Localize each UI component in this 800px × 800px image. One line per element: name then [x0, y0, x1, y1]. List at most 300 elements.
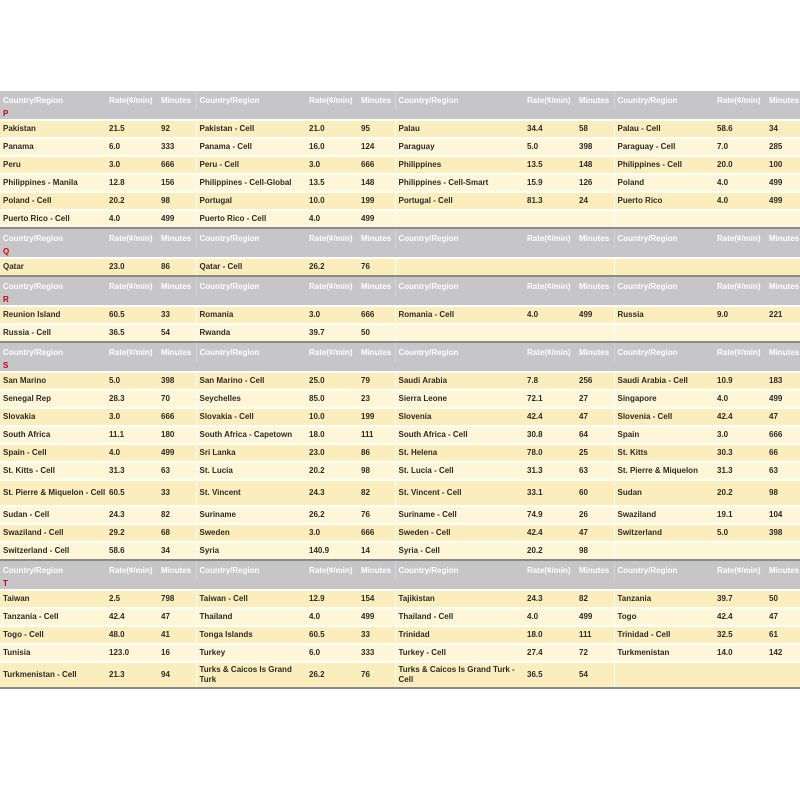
rate-cell: [524, 258, 576, 276]
table-row: [0, 444, 800, 462]
minutes-cell: 398: [576, 138, 614, 156]
rate-cell: 14.0: [714, 644, 766, 662]
section-p: [0, 91, 800, 229]
rate-cell: 20.2: [524, 542, 576, 560]
rate-cell: 58.6: [106, 542, 158, 560]
minutes-cell: 199: [358, 192, 395, 210]
col-country-header: Country/Region: [0, 229, 106, 248]
minutes-cell: 63: [158, 462, 196, 480]
country-cell: St. Kitts - Cell: [0, 462, 106, 480]
country-cell: Taiwan - Cell: [196, 590, 306, 608]
rate-cell: 4.0: [306, 210, 358, 228]
country-cell: Peru: [0, 156, 106, 174]
minutes-cell: 98: [766, 480, 800, 506]
minutes-cell: 34: [766, 120, 800, 138]
country-cell: St. Pierre & Miquelon: [614, 462, 714, 480]
minutes-cell: 34: [158, 542, 196, 560]
minutes-cell: 499: [158, 210, 196, 228]
column-header-row: [0, 277, 800, 296]
minutes-cell: 54: [158, 324, 196, 342]
country-cell: St. Pierre & Miquelon - Cell: [0, 480, 106, 506]
rate-cell: [714, 542, 766, 560]
minutes-cell: [766, 542, 800, 560]
col-minutes-header: Minutes: [766, 229, 800, 248]
col-minutes-header: Minutes: [358, 561, 395, 580]
rate-cell: 19.1: [714, 506, 766, 524]
rate-cell: 24.3: [106, 506, 158, 524]
col-rate-header: Rate(¢/min): [524, 229, 576, 248]
col-minutes-header: Minutes: [158, 229, 196, 248]
table-row: [0, 590, 800, 608]
rate-cell: 5.0: [714, 524, 766, 542]
section-letter: T: [0, 580, 800, 590]
country-cell: Philippines: [395, 156, 524, 174]
country-cell: Trinidad: [395, 626, 524, 644]
country-cell: Tonga Islands: [196, 626, 306, 644]
rate-cell: 85.0: [306, 390, 358, 408]
rate-cell: 24.3: [306, 480, 358, 506]
rate-cell: 18.0: [524, 626, 576, 644]
col-minutes-header: Minutes: [576, 561, 614, 580]
col-rate-header: Rate(¢/min): [524, 91, 576, 110]
country-cell: Philippines - Cell: [614, 156, 714, 174]
country-cell: Sudan: [614, 480, 714, 506]
country-cell: Spain: [614, 426, 714, 444]
col-country-header: Country/Region: [0, 343, 106, 362]
section-q: [0, 229, 800, 277]
rate-cell: 39.7: [306, 324, 358, 342]
rate-cell: 11.1: [106, 426, 158, 444]
rate-cell: 10.0: [306, 408, 358, 426]
minutes-cell: 70: [158, 390, 196, 408]
minutes-cell: 33: [158, 306, 196, 324]
minutes-cell: 98: [576, 542, 614, 560]
col-rate-header: Rate(¢/min): [306, 277, 358, 296]
table-row: [0, 524, 800, 542]
country-cell: [614, 662, 714, 688]
minutes-cell: 63: [766, 462, 800, 480]
country-cell: Syria: [196, 542, 306, 560]
col-country-header: Country/Region: [395, 229, 524, 248]
country-cell: St. Helena: [395, 444, 524, 462]
col-rate-header: Rate(¢/min): [524, 277, 576, 296]
rate-cell: 13.5: [306, 174, 358, 192]
country-cell: Puerto Rico: [614, 192, 714, 210]
minutes-cell: 499: [576, 306, 614, 324]
minutes-cell: 499: [158, 444, 196, 462]
minutes-cell: 50: [766, 590, 800, 608]
country-cell: South Africa - Cell: [395, 426, 524, 444]
col-minutes-header: Minutes: [576, 343, 614, 362]
rate-cell: 3.0: [306, 156, 358, 174]
rate-cell: 3.0: [106, 408, 158, 426]
minutes-cell: 26: [576, 506, 614, 524]
country-cell: Pakistan: [0, 120, 106, 138]
minutes-cell: 256: [576, 372, 614, 390]
country-cell: [614, 258, 714, 276]
minutes-cell: 50: [358, 324, 395, 342]
minutes-cell: 180: [158, 426, 196, 444]
country-cell: Togo: [614, 608, 714, 626]
rate-cell: 20.2: [306, 462, 358, 480]
rate-cell: 3.0: [306, 524, 358, 542]
col-minutes-header: Minutes: [158, 91, 196, 110]
minutes-cell: 666: [158, 156, 196, 174]
minutes-cell: 76: [358, 258, 395, 276]
rate-cell: 3.0: [106, 156, 158, 174]
minutes-cell: 98: [158, 192, 196, 210]
country-cell: [614, 542, 714, 560]
country-cell: St. Vincent - Cell: [395, 480, 524, 506]
col-minutes-header: Minutes: [766, 277, 800, 296]
minutes-cell: 33: [158, 480, 196, 506]
rate-cell: 34.4: [524, 120, 576, 138]
col-country-header: Country/Region: [395, 277, 524, 296]
minutes-cell: 499: [766, 192, 800, 210]
minutes-cell: 183: [766, 372, 800, 390]
rate-cell: 25.0: [306, 372, 358, 390]
rate-cell: 6.0: [106, 138, 158, 156]
rate-cell: 36.5: [106, 324, 158, 342]
country-cell: Tajikistan: [395, 590, 524, 608]
col-country-header: Country/Region: [614, 561, 714, 580]
section-t: [0, 561, 800, 689]
minutes-cell: 285: [766, 138, 800, 156]
table-row: [0, 324, 800, 342]
rate-cell: 60.5: [106, 306, 158, 324]
rate-cell: 60.5: [306, 626, 358, 644]
section-letter: P: [0, 110, 800, 120]
column-header-row: [0, 229, 800, 248]
rate-cell: 60.5: [106, 480, 158, 506]
minutes-cell: 47: [766, 408, 800, 426]
country-cell: Thailand - Cell: [395, 608, 524, 626]
country-cell: Puerto Rico - Cell: [196, 210, 306, 228]
minutes-cell: 98: [358, 462, 395, 480]
rate-cell: 21.3: [106, 662, 158, 688]
rate-cell: 42.4: [714, 408, 766, 426]
rate-cell: 31.3: [106, 462, 158, 480]
table-row: [0, 408, 800, 426]
rate-cell: 30.3: [714, 444, 766, 462]
country-cell: Rwanda: [196, 324, 306, 342]
country-cell: [395, 324, 524, 342]
country-cell: South Africa - Capetown: [196, 426, 306, 444]
rate-cell: [714, 258, 766, 276]
minutes-cell: 666: [158, 408, 196, 426]
rate-cell: 20.2: [106, 192, 158, 210]
col-minutes-header: Minutes: [158, 343, 196, 362]
section-letter: R: [0, 296, 800, 306]
country-cell: [395, 258, 524, 276]
minutes-cell: 142: [766, 644, 800, 662]
column-header-row: [0, 343, 800, 362]
table-row: [0, 306, 800, 324]
col-country-header: Country/Region: [0, 91, 106, 110]
minutes-cell: 82: [358, 480, 395, 506]
country-cell: Slovenia: [395, 408, 524, 426]
rate-cell: [714, 324, 766, 342]
minutes-cell: 333: [158, 138, 196, 156]
minutes-cell: 95: [358, 120, 395, 138]
minutes-cell: 666: [358, 306, 395, 324]
country-cell: Russia: [614, 306, 714, 324]
rate-cell: 5.0: [524, 138, 576, 156]
col-country-header: Country/Region: [395, 343, 524, 362]
country-cell: Slovenia - Cell: [614, 408, 714, 426]
table-row: [0, 542, 800, 560]
minutes-cell: 61: [766, 626, 800, 644]
rate-cell: 3.0: [306, 306, 358, 324]
col-minutes-header: Minutes: [576, 91, 614, 110]
country-cell: Turkmenistan - Cell: [0, 662, 106, 688]
country-cell: Panama: [0, 138, 106, 156]
country-cell: Senegal Rep: [0, 390, 106, 408]
rate-cell: [714, 210, 766, 228]
col-rate-header: Rate(¢/min): [524, 561, 576, 580]
country-cell: Turks & Caicos Is Grand Turk - Cell: [395, 662, 524, 688]
rate-cell: 72.1: [524, 390, 576, 408]
minutes-cell: 666: [766, 426, 800, 444]
country-cell: Syria - Cell: [395, 542, 524, 560]
rate-cell: 26.2: [306, 662, 358, 688]
rate-cell: 30.8: [524, 426, 576, 444]
country-cell: Slovakia: [0, 408, 106, 426]
minutes-cell: 72: [576, 644, 614, 662]
rate-cell: 12.9: [306, 590, 358, 608]
country-cell: Turkey - Cell: [395, 644, 524, 662]
rate-cell: 16.0: [306, 138, 358, 156]
minutes-cell: 666: [358, 156, 395, 174]
rate-cell: 140.9: [306, 542, 358, 560]
country-cell: St. Lucia - Cell: [395, 462, 524, 480]
country-cell: Swaziland: [614, 506, 714, 524]
country-cell: Palau - Cell: [614, 120, 714, 138]
minutes-cell: 398: [766, 524, 800, 542]
rate-cell: 10.0: [306, 192, 358, 210]
col-rate-header: Rate(¢/min): [714, 343, 766, 362]
col-minutes-header: Minutes: [158, 277, 196, 296]
rate-cell: 28.3: [106, 390, 158, 408]
rate-cell: 42.4: [524, 408, 576, 426]
col-rate-header: Rate(¢/min): [106, 91, 158, 110]
col-country-header: Country/Region: [0, 277, 106, 296]
col-country-header: Country/Region: [395, 561, 524, 580]
country-cell: Switzerland - Cell: [0, 542, 106, 560]
country-cell: Tanzania: [614, 590, 714, 608]
rate-cell: 31.3: [524, 462, 576, 480]
rate-cell: 23.0: [106, 258, 158, 276]
country-cell: Paraguay - Cell: [614, 138, 714, 156]
minutes-cell: 156: [158, 174, 196, 192]
rate-cell: 20.2: [714, 480, 766, 506]
country-cell: South Africa: [0, 426, 106, 444]
rate-cell: 21.0: [306, 120, 358, 138]
table-row: [0, 210, 800, 228]
minutes-cell: 66: [766, 444, 800, 462]
col-rate-header: Rate(¢/min): [106, 277, 158, 296]
table-row: [0, 372, 800, 390]
minutes-cell: 68: [158, 524, 196, 542]
rate-cell: 74.9: [524, 506, 576, 524]
rate-cell: 4.0: [524, 306, 576, 324]
country-cell: Sri Lanka: [196, 444, 306, 462]
country-cell: Turkmenistan: [614, 644, 714, 662]
col-rate-header: Rate(¢/min): [306, 229, 358, 248]
minutes-cell: 154: [358, 590, 395, 608]
minutes-cell: 47: [766, 608, 800, 626]
minutes-cell: 14: [358, 542, 395, 560]
minutes-cell: 86: [158, 258, 196, 276]
col-minutes-header: Minutes: [766, 91, 800, 110]
rate-cell: 20.0: [714, 156, 766, 174]
rate-cell: 5.0: [106, 372, 158, 390]
country-cell: Philippines - Manila: [0, 174, 106, 192]
rate-cell: 32.5: [714, 626, 766, 644]
section-r: [0, 277, 800, 343]
col-country-header: Country/Region: [614, 343, 714, 362]
col-country-header: Country/Region: [395, 91, 524, 110]
rate-cell: 123.0: [106, 644, 158, 662]
country-cell: Poland: [614, 174, 714, 192]
country-cell: Suriname - Cell: [395, 506, 524, 524]
table-row: [0, 426, 800, 444]
country-cell: Pakistan - Cell: [196, 120, 306, 138]
country-cell: San Marino - Cell: [196, 372, 306, 390]
table-row: [0, 644, 800, 662]
country-cell: Portugal: [196, 192, 306, 210]
minutes-cell: 47: [158, 608, 196, 626]
table-row: [0, 174, 800, 192]
rate-cell: 4.0: [714, 390, 766, 408]
table-row: [0, 608, 800, 626]
minutes-cell: 47: [576, 408, 614, 426]
minutes-cell: 221: [766, 306, 800, 324]
minutes-cell: 27: [576, 390, 614, 408]
minutes-cell: 82: [576, 590, 614, 608]
country-cell: Russia - Cell: [0, 324, 106, 342]
minutes-cell: 499: [358, 210, 395, 228]
rate-cell: 6.0: [306, 644, 358, 662]
country-cell: Qatar - Cell: [196, 258, 306, 276]
minutes-cell: 798: [158, 590, 196, 608]
country-cell: St. Lucia: [196, 462, 306, 480]
country-cell: Thailand: [196, 608, 306, 626]
table-row: [0, 506, 800, 524]
rate-cell: 36.5: [524, 662, 576, 688]
country-cell: Sierra Leone: [395, 390, 524, 408]
rate-cell: 29.2: [106, 524, 158, 542]
minutes-cell: 92: [158, 120, 196, 138]
country-cell: Spain - Cell: [0, 444, 106, 462]
col-rate-header: Rate(¢/min): [714, 561, 766, 580]
col-country-header: Country/Region: [614, 277, 714, 296]
col-minutes-header: Minutes: [358, 343, 395, 362]
minutes-cell: 16: [158, 644, 196, 662]
minutes-cell: 54: [576, 662, 614, 688]
country-cell: Tanzania - Cell: [0, 608, 106, 626]
minutes-cell: 47: [576, 524, 614, 542]
minutes-cell: 41: [158, 626, 196, 644]
country-cell: Philippines - Cell-Global: [196, 174, 306, 192]
table-row: [0, 156, 800, 174]
minutes-cell: 60: [576, 480, 614, 506]
rate-cell: 48.0: [106, 626, 158, 644]
col-rate-header: Rate(¢/min): [714, 277, 766, 296]
minutes-cell: [766, 258, 800, 276]
country-cell: Tunisia: [0, 644, 106, 662]
minutes-cell: 79: [358, 372, 395, 390]
country-cell: Suriname: [196, 506, 306, 524]
rate-cell: 10.9: [714, 372, 766, 390]
rate-cell: 42.4: [106, 608, 158, 626]
col-minutes-header: Minutes: [358, 229, 395, 248]
column-header-row: [0, 91, 800, 110]
minutes-cell: [576, 210, 614, 228]
rate-cell: 13.5: [524, 156, 576, 174]
col-rate-header: Rate(¢/min): [524, 343, 576, 362]
rate-cell: 21.5: [106, 120, 158, 138]
country-cell: Peru - Cell: [196, 156, 306, 174]
col-country-header: Country/Region: [614, 91, 714, 110]
minutes-cell: 104: [766, 506, 800, 524]
table-row: [0, 258, 800, 276]
rate-cell: [524, 324, 576, 342]
minutes-cell: 58: [576, 120, 614, 138]
rate-cell: 33.1: [524, 480, 576, 506]
country-cell: St. Vincent: [196, 480, 306, 506]
minutes-cell: 333: [358, 644, 395, 662]
rate-cell: 27.4: [524, 644, 576, 662]
country-cell: Turkey: [196, 644, 306, 662]
table-row: [0, 626, 800, 644]
minutes-cell: [766, 662, 800, 688]
minutes-cell: 111: [576, 626, 614, 644]
minutes-cell: [766, 324, 800, 342]
minutes-cell: 499: [576, 608, 614, 626]
country-cell: Togo - Cell: [0, 626, 106, 644]
rate-cell: [714, 662, 766, 688]
minutes-cell: 76: [358, 506, 395, 524]
country-cell: Saudi Arabia - Cell: [614, 372, 714, 390]
country-cell: Swaziland - Cell: [0, 524, 106, 542]
col-minutes-header: Minutes: [358, 91, 395, 110]
col-country-header: Country/Region: [196, 277, 306, 296]
country-cell: San Marino: [0, 372, 106, 390]
country-cell: Panama - Cell: [196, 138, 306, 156]
col-rate-header: Rate(¢/min): [306, 343, 358, 362]
col-country-header: Country/Region: [196, 91, 306, 110]
country-cell: Sweden - Cell: [395, 524, 524, 542]
minutes-cell: 24: [576, 192, 614, 210]
minutes-cell: 25: [576, 444, 614, 462]
country-cell: Romania - Cell: [395, 306, 524, 324]
country-cell: Taiwan: [0, 590, 106, 608]
rate-cell: 58.6: [714, 120, 766, 138]
minutes-cell: 499: [766, 390, 800, 408]
section-letter: Q: [0, 248, 800, 258]
rate-cell: 7.0: [714, 138, 766, 156]
table-row: [0, 138, 800, 156]
table-row: [0, 462, 800, 480]
country-cell: Trinidad - Cell: [614, 626, 714, 644]
table-row: [0, 192, 800, 210]
rate-cell: 2.5: [106, 590, 158, 608]
minutes-cell: 499: [766, 174, 800, 192]
rate-cell: 12.8: [106, 174, 158, 192]
country-cell: Slovakia - Cell: [196, 408, 306, 426]
minutes-cell: 199: [358, 408, 395, 426]
